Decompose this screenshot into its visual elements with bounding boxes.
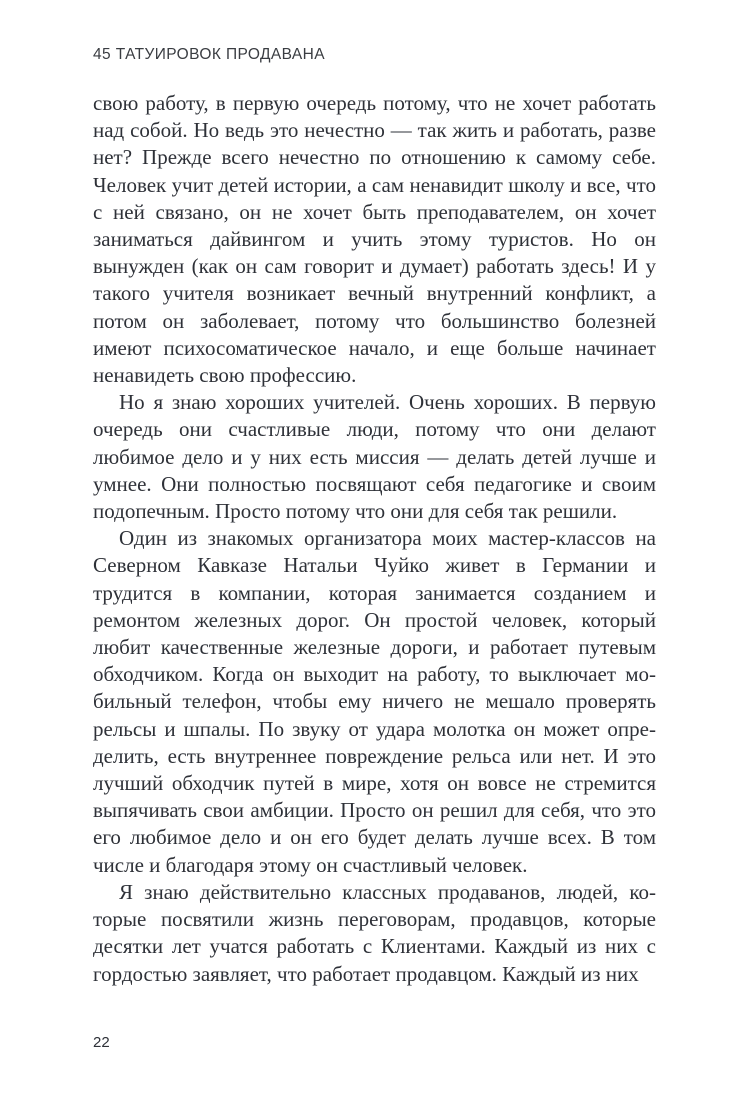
running-header: 45 ТАТУИРОВОК ПРОДАВАНА bbox=[93, 46, 325, 63]
paragraph: Но я знаю хороших учителей. Очень хороших. В первую очередь они счастливые люди, потому что они делают любимое дело и у них есть миссия — делать детей лучше и умнее. Они полностью посвящают себя педагогике и своим подопечным. Просто потому что они для себя так решили. bbox=[93, 390, 656, 524]
body-text-block bbox=[93, 90, 656, 988]
paragraph: свою работу, в первую очередь потому, что не хочет работать над собой. Но ведь это нечестно — так жить и работать, разве нет? Прежде всего нечестно по отношению к самому себе. Человек учит детей истории, а сам ненавидит школу и все, что с ней связано, он не хочет быть преподавателем, он хочет заниматься дайвингом и учить этому туристов. Но он вынужден (как он сам говорит и думает) работать здесь! И у такого учителя возникает вечный внутренний конфликт, а потом он заболевает, потому что большинство болезней имеют психосоматическое начало, и еще больше начинает ненавидеть свою профессию. bbox=[93, 91, 656, 388]
page-number: 22 bbox=[93, 1034, 110, 1051]
paragraph: Один из знакомых организатора моих мастер-классов на Северном Кавказе Натальи Чуйко живет в Германии и трудится в компании, которая занимается созданием и ремонтом железных дорог. Он простой человек, который любит качественные железные дороги, и работает путевым обходчиком. Когда он выходит на работу, то выключает мобильный телефон, чтобы ему ничего не мешало проверять рельсы и шпалы. По звуку от удара молотка он может определить, есть внутреннее повреждение рельса или нет. И это лучший обходчик путей в мире, хотя он вовсе не стремится выпячивать свои амбиции. Просто он решил для себя, что это его любимое дело и он его будет делать лучше всех. В том числе и благодаря этому он счастливый человек. bbox=[93, 526, 656, 877]
paragraph: Я знаю действительно классных продаванов, людей, которые посвятили жизнь переговорам, продавцов, которые десятки лет учатся работать с Клиентами. Каждый из них с гордостью заявляет, что работает продавцом. Каждый из них bbox=[93, 879, 656, 986]
